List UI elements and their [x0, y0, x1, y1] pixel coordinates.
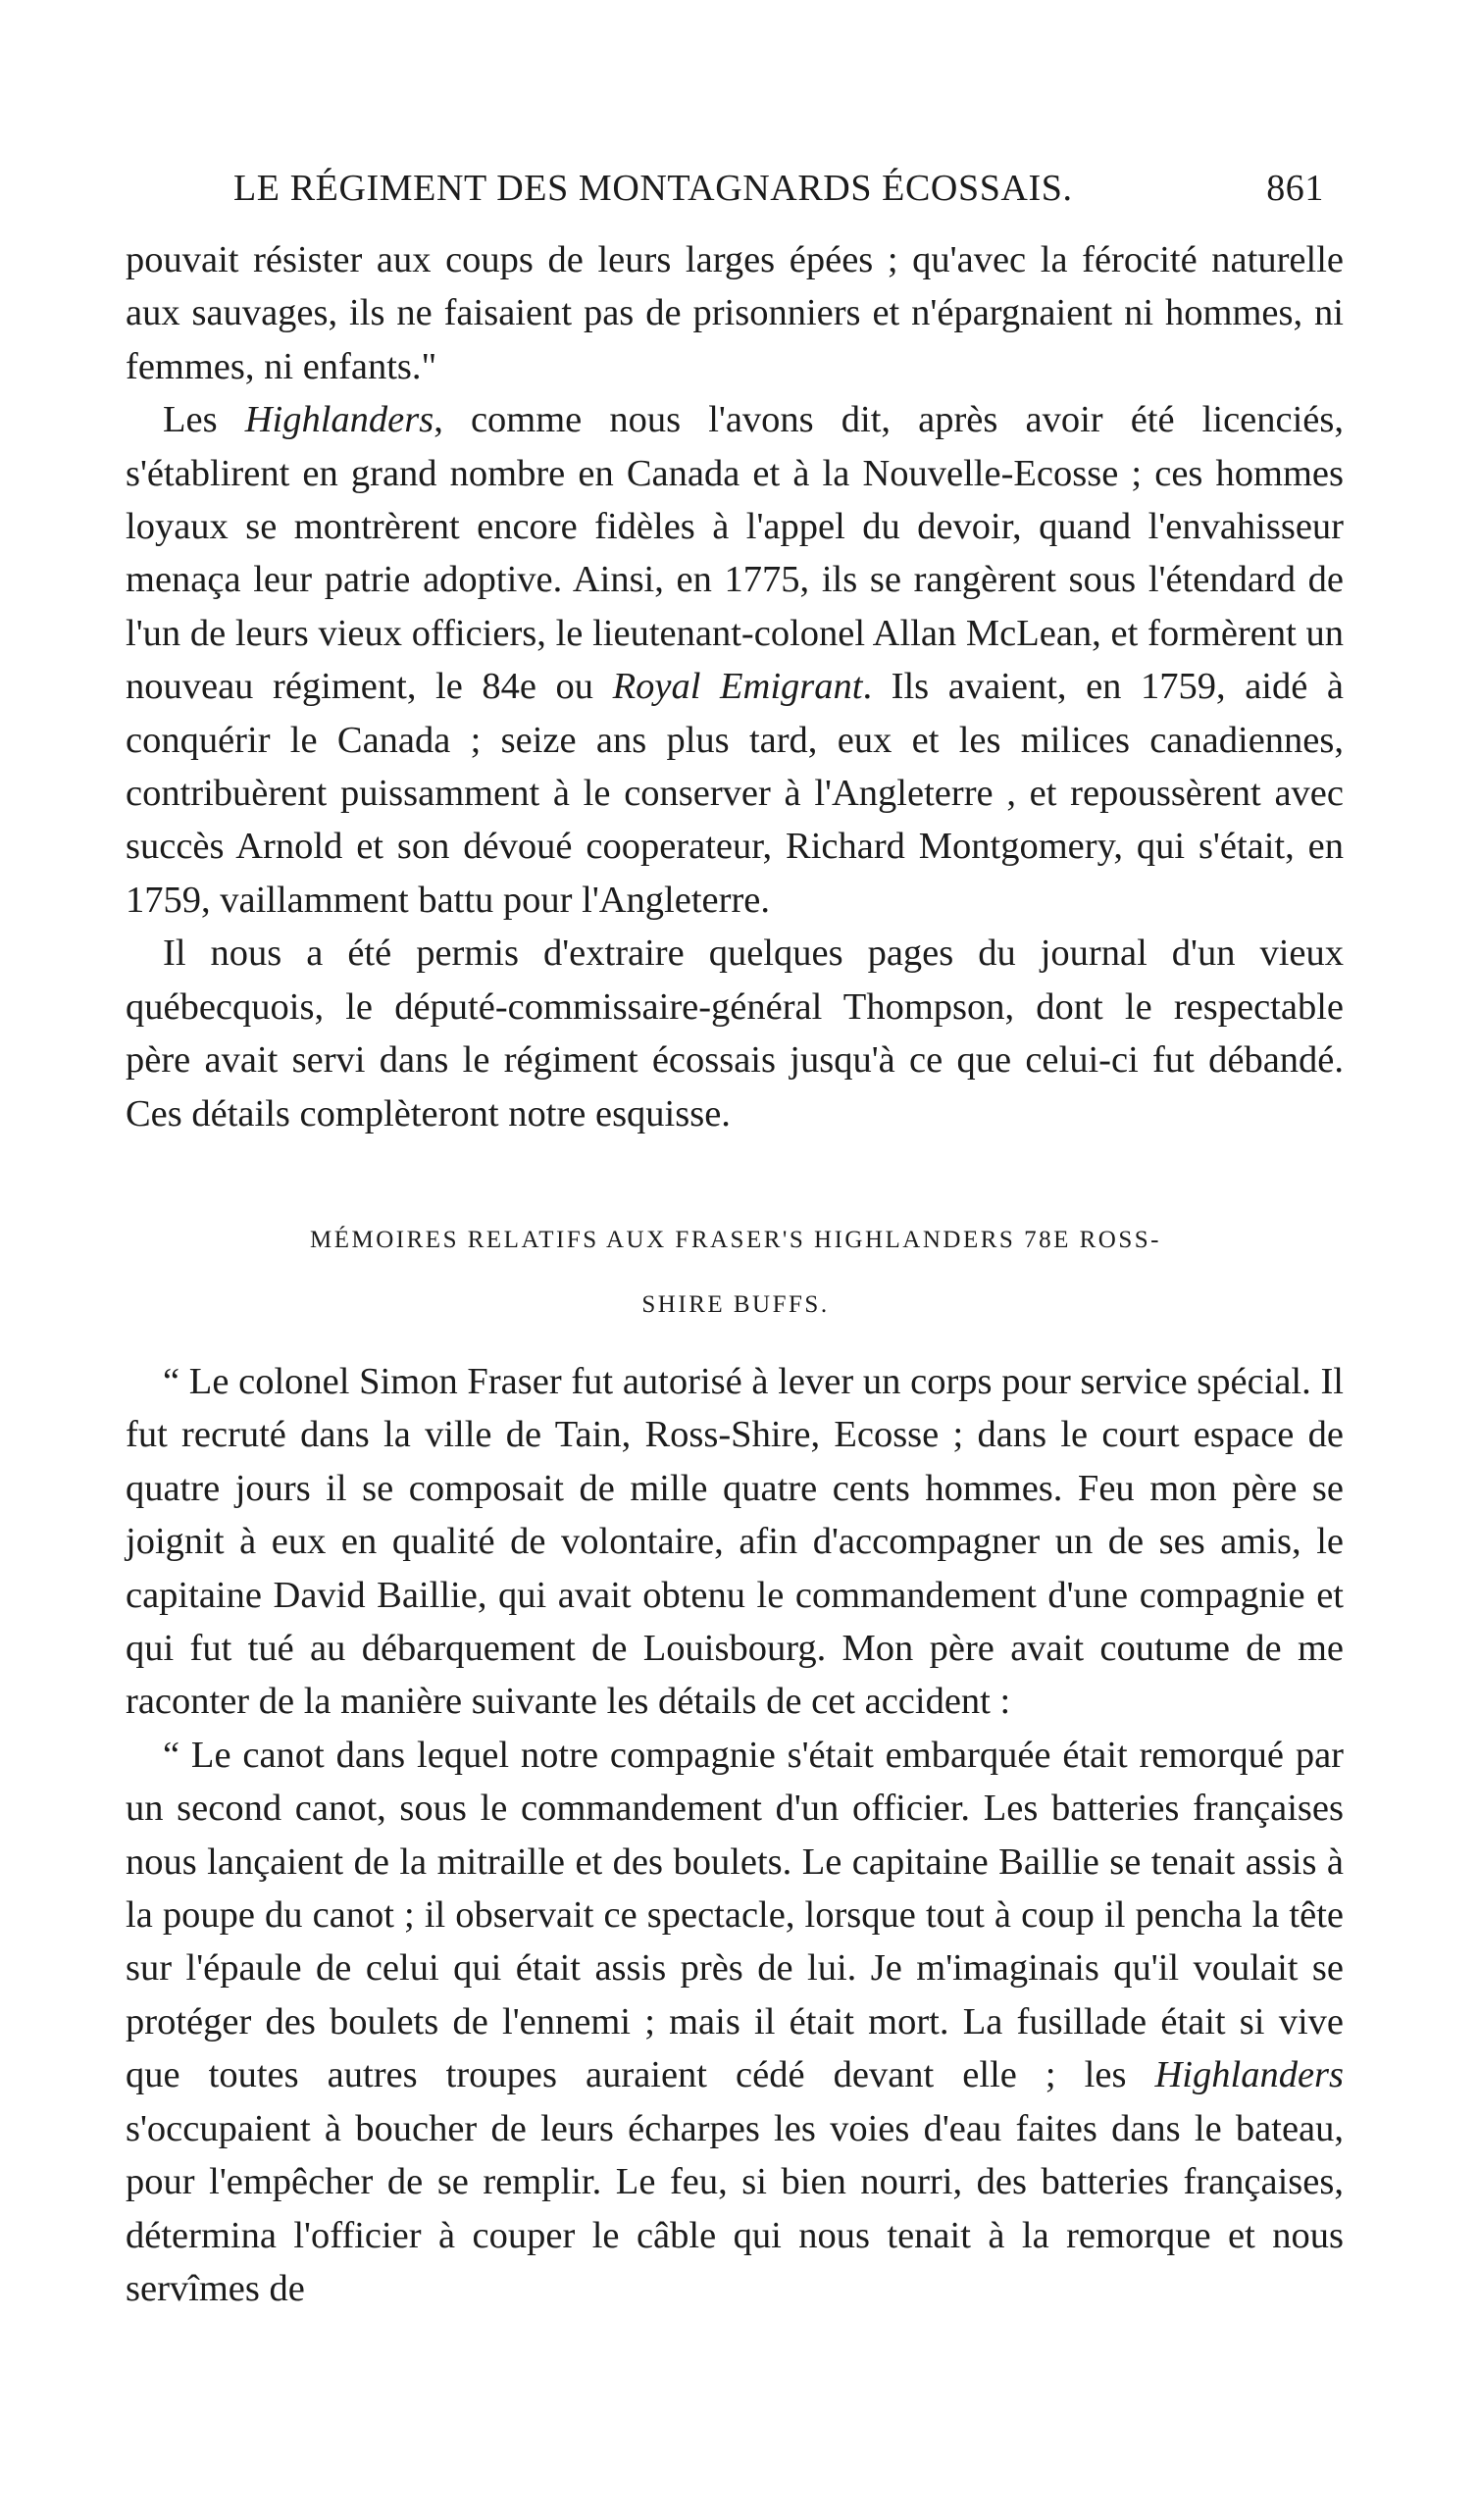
body-text-lower	[126, 1355, 1344, 2315]
section-heading-line-2: SHIRE BUFFS.	[641, 1291, 830, 1318]
paragraph-1: pouvait résister aux coups de leurs larges épées ; qu'avec la férocité naturelle aux sauvages, ils ne faisaient pas de prisonniers et n'épargnaient ni hommes, ni femmes, ni enfants."	[126, 239, 1344, 387]
body-text-upper	[126, 233, 1344, 1140]
running-title: LE RÉGIMENT DES MONTAGNARDS ÉCOSSAIS.	[233, 168, 1073, 209]
paragraph-2-part-e: . Ils avaient, en 1759, aidé à conquérir le Canada ; seize ans plus tard, eux et les milices canadiennes, contribuèrent puissamment à le conserver à l'Angleterre , et repoussèrent avec succès Arnold et son dévoué cooperateur, Richard Montgomery, qui s'était, en 1759, vaillamment battu pour l'Angleterre.	[126, 666, 1344, 921]
royal-emigrant-italic: Royal Emigrant	[612, 666, 863, 708]
paragraph-5-part-c: s'occupaient à boucher de leurs écharpes les voies d'eau faites dans le bateau, pour l'empêcher de se remplir. Le feu, si bien nourri, des batteries françaises, détermina l'officier à couper le câble qui nous tenait à la remorque et nous servîmes de	[126, 2107, 1344, 2309]
paragraph-2-part-a: Les	[163, 399, 245, 441]
paragraph-3: Il nous a été permis d'extraire quelques pages du journal d'un vieux québecquois, le député-commissaire-général Thompson, dont le respectable père avait servi dans le régiment écossais jusqu'à ce que celui-ci fut débandé. Ces détails complèteront notre esquisse.	[126, 932, 1344, 1134]
highlanders-italic-2: Highlanders	[1154, 2054, 1344, 2096]
page-header	[233, 167, 1324, 216]
section-heading-line-1: MÉMOIRES RELATIFS AUX FRASER'S HIGHLANDERS 78E ROSS-	[310, 1227, 1161, 1253]
highlanders-italic: Highlanders	[244, 399, 434, 441]
paragraph-5	[126, 1729, 1344, 2315]
section-heading	[196, 1208, 1275, 1337]
page-number: 861	[1266, 168, 1324, 209]
paragraph-5-part-a: “ Le canot dans lequel notre compagnie s'était embarquée était remorqué par un second canot, sous le commandement d'un officier. Les batteries françaises nous lançaient de la mitraille et des boulets. Le capitaine Baillie se tenait assis à la poupe du canot ; il observait ce spectacle, lorsque tout à coup il pencha la tête sur l'épaule de celui qui était assis près de lui. Je m'imaginais qu'il voulait se protéger des boulets de l'ennemi ; mais il était mort. La fusillade était si vive que toutes autres troupes auraient cédé devant elle ; les	[126, 1734, 1344, 2096]
paragraph-4: “ Le colonel Simon Fraser fut autorisé à lever un corps pour service spécial. Il fut recruté dans la ville de Tain, Ross-Shire, Ecosse ; dans le court espace de quatre jours il se composait de mille quatre cents hommes. Feu mon père se joignit à eux en qualité de volontaire, afin d'accompagner un de ses amis, le capitaine David Baillie, qui avait obtenu le commandement d'une compagnie et qui fut tué au débarquement de Louisbourg. Mon père avait coutume de me raconter de la manière suivante les détails de cet accident :	[126, 1361, 1344, 1723]
paragraph-2-part-c: , comme nous l'avons dit, après avoir été licenciés, s'établirent en grand nombre en Canada et à la Nouvelle-Ecosse ; ces hommes loyaux se montrèrent encore fidèles à l'appel du devoir, quand l'envahisseur menaça leur patrie adoptive. Ainsi, en 1775, ils se rangèrent sous l'étendard de l'un de leurs vieux officiers, le lieutenant-colonel Allan McLean, et formèrent un nouveau régiment, le 84e ou	[126, 399, 1344, 708]
paragraph-2	[126, 393, 1344, 927]
